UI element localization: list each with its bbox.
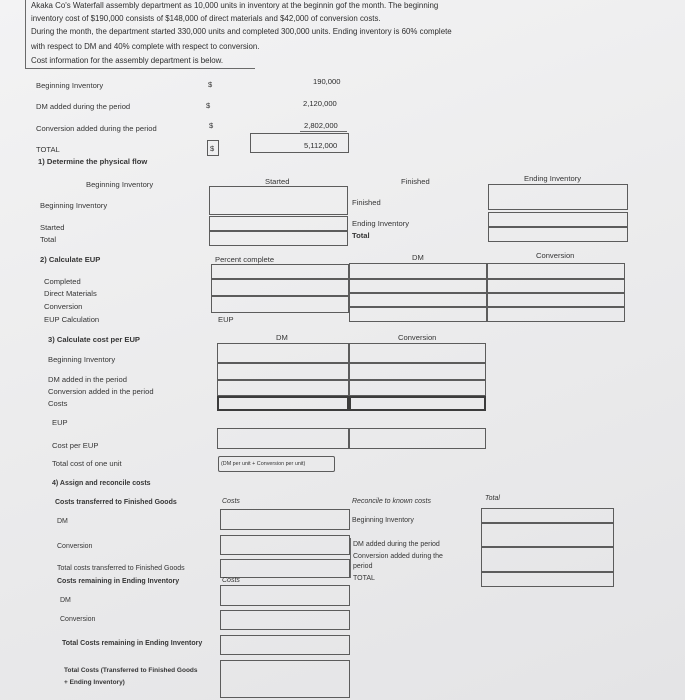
- cost-dm-box: [217, 380, 349, 396]
- row-total-cost-one-unit: Total cost of one unit: [52, 459, 122, 468]
- remaining-heading: Costs remaining in Ending Inventory: [57, 578, 180, 585]
- cost-conversion-box: [349, 380, 486, 396]
- row-beginning-inventory: Beginning Inventory: [40, 201, 108, 210]
- row-conversion: Conversion: [44, 302, 83, 311]
- row-conversion-added: Conversion added in the period: [48, 387, 154, 396]
- cost-label-beginning: Beginning Inventory: [36, 81, 104, 90]
- currency-sign: $: [208, 80, 213, 89]
- eup-heading: 2) Calculate EUP: [40, 255, 101, 264]
- reconcile-total-box: [481, 547, 614, 572]
- cost-label-conversion: Conversion added during the period: [36, 124, 157, 133]
- eup-dm-box: [349, 293, 487, 307]
- currency-sign: $: [209, 121, 214, 130]
- reconcile-dm-added: DM added during the period: [353, 541, 440, 548]
- cost-value-conversion: 2,802,000: [304, 121, 338, 130]
- reconcile-bracket: [350, 538, 351, 578]
- physical-flow-box: [488, 212, 628, 227]
- row-conversion: Conversion: [57, 543, 93, 550]
- row-dm: DM: [60, 597, 71, 604]
- cost-label-dm: DM added during the period: [36, 102, 131, 111]
- row-eup-calculation: EUP Calculation: [44, 315, 100, 324]
- row-costs: Costs: [48, 399, 68, 408]
- grand-total-label: Total Costs (Transferred to Finished Goods: [64, 667, 198, 674]
- eup-conversion-box: [487, 307, 625, 322]
- transferred-cost-box: [220, 509, 350, 530]
- currency-sign: $: [206, 101, 211, 110]
- col-dm: DM: [412, 253, 424, 262]
- row-total-transferred: Total costs transferred to Finished Goods: [57, 565, 185, 572]
- paragraph-bottom-rule: [25, 68, 255, 69]
- row-direct-materials: Direct Materials: [44, 289, 97, 298]
- col-percent-complete: Percent complete: [215, 255, 275, 264]
- reconcile-total-box: [481, 523, 614, 547]
- eup-dm-box: [349, 279, 487, 293]
- problem-line: inventory cost of $190,000 consists of $148,000 of direct materials and $42,000 of conversion costs.: [31, 14, 381, 23]
- col-conversion: Conversion: [536, 251, 575, 260]
- physical-flow-box: [209, 186, 348, 215]
- col-dm: DM: [276, 333, 288, 342]
- col-conversion: Conversion: [398, 333, 437, 342]
- cost-conversion-box: [349, 343, 486, 363]
- eup-dm-box: [349, 307, 487, 322]
- value-underline: [300, 131, 347, 132]
- total-remaining-box: [220, 635, 350, 655]
- remaining-cost-box: [220, 610, 350, 630]
- problem-line: Akaka Co's Waterfall assembly department as 10,000 units in inventory at the beginnin gof the month. The beginning: [31, 1, 439, 10]
- eup-dm-box: [349, 263, 487, 279]
- row-finished: Finished: [352, 198, 381, 207]
- cost-dm-box: [217, 396, 349, 411]
- grand-total-label: + Ending Inventory): [64, 679, 125, 686]
- row-eup: EUP: [52, 418, 68, 427]
- cost-dm-box: [217, 428, 349, 449]
- reconcile-total: TOTAL: [353, 575, 375, 582]
- cost-conversion-box: [349, 428, 486, 449]
- cost-value-beginning: 190,000: [313, 77, 341, 86]
- reconcile-total-box: [481, 572, 614, 587]
- problem-line: Cost information for the assembly department is below.: [31, 56, 224, 65]
- problem-line: During the month, the department started 330,000 units and completed 300,000 units. Ending inventory is 60% complete: [31, 27, 452, 36]
- assign-heading: 4) Assign and reconcile costs: [52, 480, 151, 487]
- physical-flow-box: [209, 231, 348, 246]
- cost-value-dm: 2,120,000: [303, 99, 337, 108]
- row-conversion: Conversion: [60, 616, 96, 623]
- col-total: Total: [485, 495, 500, 502]
- cost-per-eup-heading: 3) Calculate cost per EUP: [48, 335, 141, 344]
- col-finished: Finished: [401, 177, 430, 186]
- row-dm: DM: [57, 518, 68, 525]
- physical-flow-box: [488, 184, 628, 210]
- grand-total-box: [220, 660, 350, 698]
- paragraph-left-rule: [25, 0, 26, 69]
- row-beginning-inventory: Beginning Inventory: [48, 355, 116, 364]
- problem-line: with respect to DM and 40% complete with respect to conversion.: [31, 42, 260, 51]
- eup-conversion-box: [487, 279, 625, 293]
- cost-dm-box: [217, 363, 349, 380]
- physical-flow-box: [209, 216, 348, 231]
- transferred-cost-box: [220, 559, 350, 578]
- cost-value-total: 5,112,000: [304, 141, 338, 150]
- row-ending-inventory: Ending Inventory: [352, 219, 409, 228]
- eup-percent-box: [211, 279, 349, 296]
- row-dm-added: DM added in the period: [48, 375, 127, 384]
- row-started: Started: [40, 223, 65, 232]
- unit-cost-formula: (DM per unit + Conversion per unit): [218, 456, 335, 472]
- remaining-cost-box: [220, 585, 350, 606]
- transferred-cost-box: [220, 535, 350, 555]
- row-completed: Completed: [44, 277, 81, 286]
- col-started: Started: [265, 177, 290, 186]
- col-costs-remaining: Costs: [222, 577, 240, 584]
- eup-percent-box: [211, 296, 349, 313]
- reconcile-beginning: Beginning Inventory: [352, 517, 414, 524]
- reconcile-conversion-added: Conversion added during the: [353, 553, 443, 560]
- col-ending-inventory: Ending Inventory: [524, 174, 581, 183]
- reconcile-period: period: [353, 563, 373, 570]
- eup-percent-box: [211, 264, 349, 279]
- cost-dm-box: [217, 343, 349, 363]
- transferred-heading: Costs transferred to Finished Goods: [55, 499, 177, 506]
- col-reconcile: Reconcile to known costs: [352, 498, 431, 505]
- eup-conversion-box: [487, 263, 625, 279]
- col-beginning-inventory: Beginning Inventory: [86, 180, 154, 189]
- physical-flow-box: [488, 227, 628, 242]
- currency-sign: $: [210, 144, 215, 153]
- physical-flow-heading: 1) Determine the physical flow: [38, 157, 148, 166]
- cost-label-total: TOTAL: [36, 145, 60, 154]
- cost-conversion-box: [349, 363, 486, 380]
- row-total: Total: [352, 231, 370, 240]
- eup-label: EUP: [218, 315, 234, 324]
- cost-conversion-box: [349, 396, 486, 411]
- reconcile-total-box: [481, 508, 614, 523]
- eup-conversion-box: [487, 293, 625, 307]
- row-total: Total: [40, 235, 57, 244]
- row-total-remaining: Total Costs remaining in Ending Inventory: [62, 640, 203, 647]
- row-cost-per-eup: Cost per EUP: [52, 441, 99, 450]
- col-costs: Costs: [222, 498, 240, 505]
